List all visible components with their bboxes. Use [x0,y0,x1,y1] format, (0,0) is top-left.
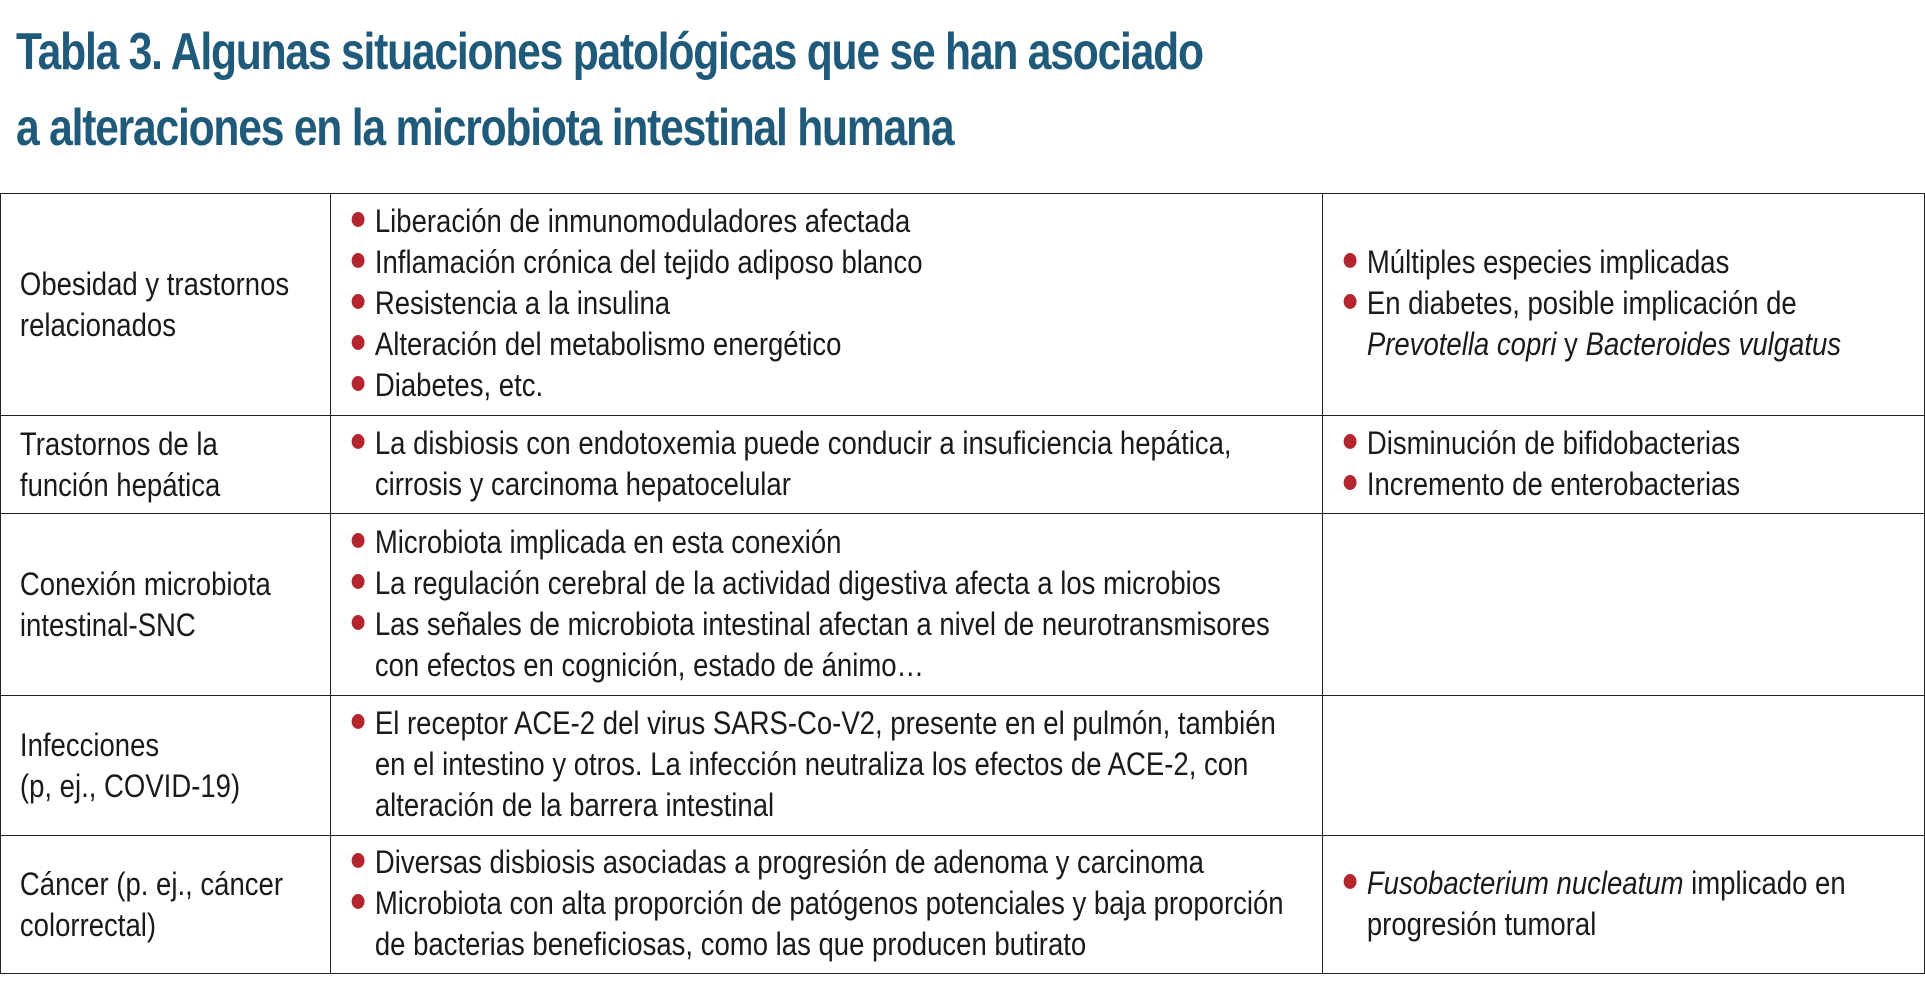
list-item: Microbiota implicada en esta conexión [352,522,1311,563]
bullet-icon [352,894,365,909]
condition-cell [1,416,331,514]
list-item: Resistencia a la insulina [352,283,1311,324]
pathologies-table [0,193,1925,974]
list-item: Múltiples especies implicadas [1344,242,1914,283]
table-row [1,836,1925,974]
species-name: Bacteroides vulgatus [1585,326,1842,362]
bullet-icon [352,294,365,309]
microbiota-cell [1323,416,1925,514]
bullet-icon [352,253,365,268]
list-item: Disminución de bifidobacterias [1344,423,1914,464]
species-name: Prevotella copri [1366,326,1557,362]
list-item: Microbiota con alta proporción de patógenos potenciales y baja proporción de bacterias beneficiosas, como las que producen butirato [352,883,1311,965]
condition-line: (p, ej., COVID-19) [19,767,241,804]
bullet-icon [352,212,365,227]
bullet-icon [352,574,365,589]
condition-line: Infecciones [19,726,160,763]
condition-line: Obesidad y trastornos [19,265,290,302]
list-item: Liberación de inmunomoduladores afectada [352,201,1311,242]
table-title [16,14,1203,166]
condition-cell [1,836,331,974]
bullet-icon [1344,475,1357,490]
species-name: Fusobacterium nucleatum [1366,864,1684,901]
condition-line: Trastornos de la [19,425,218,462]
bullet-icon [1344,253,1357,268]
condition-cell [1,194,331,416]
bullet-icon [352,335,365,350]
effects-cell [331,514,1323,696]
effects-cell [331,194,1323,416]
bullet-icon [1344,874,1357,889]
microbiota-cell-empty [1323,514,1925,696]
effects-cell [331,696,1323,836]
list-item: Fusobacterium nucleatum implicado en progresión tumoral [1344,863,1914,945]
bullet-icon [352,376,365,391]
table-row [1,514,1925,696]
list-item: La disbiosis con endotoxemia puede conducir a insuficiencia hepática, cirrosis y carcinoma hepatocelular [352,423,1311,505]
list-item: Diversas disbiosis asociadas a progresión de adenoma y carcinoma [352,842,1311,883]
table-row [1,696,1925,836]
microbiota-cell-empty [1323,696,1925,836]
condition-cell [1,514,331,696]
list-item: Las señales de microbiota intestinal afectan a nivel de neurotransmisores con efectos en cognición, estado de ánimo… [352,604,1311,686]
condition-line: colorrectal) [19,906,157,943]
list-item: Inflamación crónica del tejido adiposo blanco [352,242,1311,283]
table-row [1,416,1925,514]
table-title-line-2: a alteraciones en la microbiota intestinal humana [16,99,954,157]
list-item: Diabetes, etc. [352,365,1311,406]
table-row [1,194,1925,416]
list-item: El receptor ACE-2 del virus SARS-Co-V2, presente en el pulmón, también en el intestino y otros. La infección neutraliza los efectos de ACE-2, con alteración de la barrera intestinal [352,703,1311,826]
bullet-icon [352,434,365,449]
list-item: Incremento de enterobacterias [1344,464,1914,505]
condition-line: intestinal-SNC [19,606,196,643]
microbiota-cell [1323,836,1925,974]
effects-cell [331,836,1323,974]
bullet-icon [1344,434,1357,449]
list-item: En diabetes, posible implicación de Prevotella copri y Bacteroides vulgatus [1344,283,1914,365]
condition-line: Cáncer (p. ej., cáncer [19,865,283,902]
bullet-icon [1344,294,1357,309]
condition-line: relacionados [19,306,176,343]
bullet-icon [352,615,365,630]
effects-cell [331,416,1323,514]
list-item: Alteración del metabolismo energético [352,324,1311,365]
list-item: La regulación cerebral de la actividad digestiva afecta a los microbios [352,563,1311,604]
table-title-line-1: Tabla 3. Algunas situaciones patológicas que se han asociado [16,23,1203,81]
bullet-icon [352,853,365,868]
bullet-icon [352,533,365,548]
microbiota-cell [1323,194,1925,416]
condition-line: Conexión microbiota [19,565,271,602]
condition-cell [1,696,331,836]
condition-line: función hepática [19,466,221,503]
bullet-icon [352,714,365,729]
